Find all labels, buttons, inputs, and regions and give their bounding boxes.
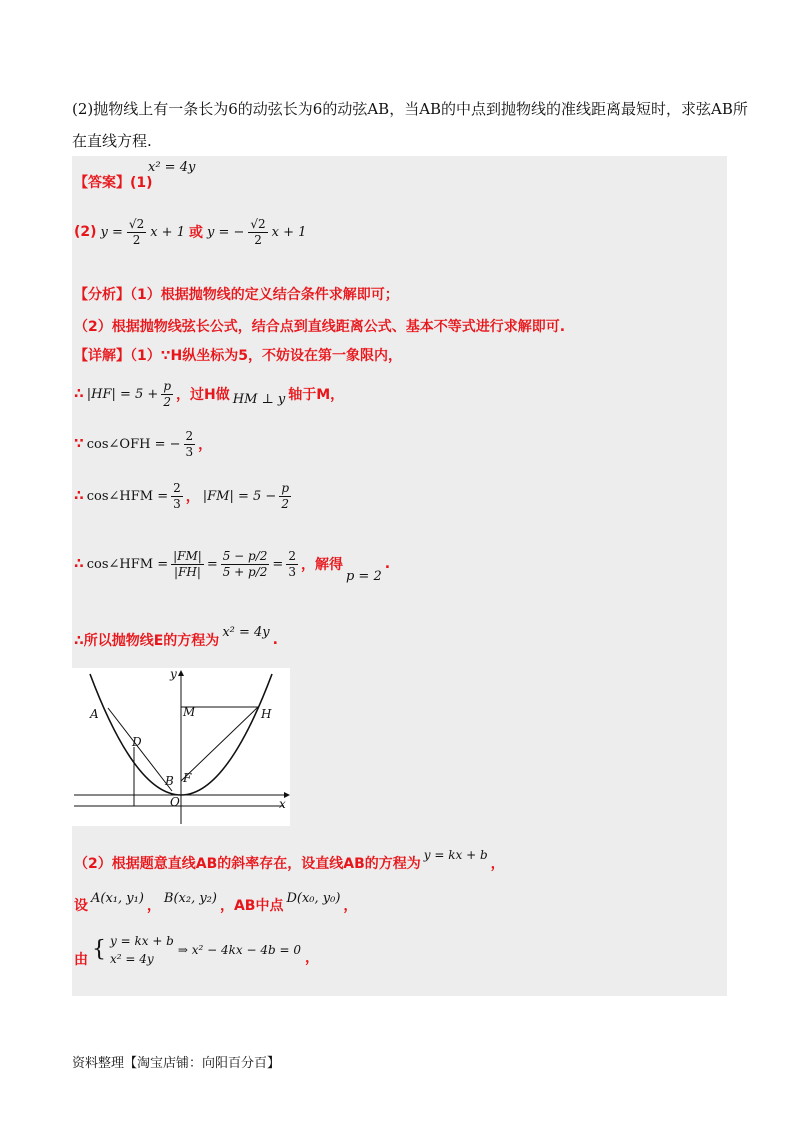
label-m: M: [183, 705, 196, 719]
eq-sign-1: =: [206, 556, 218, 572]
detail-line-5: [74, 536, 390, 592]
detail-line-6: [74, 620, 278, 650]
chord-ab: [108, 708, 172, 791]
line-eq: y = kx + b: [423, 848, 488, 862]
or-text: 或: [188, 225, 203, 241]
part2-text: （2）根据题意直线AB的斜率存在，设直线AB的方程为: [74, 856, 421, 872]
two-thirds-3: [286, 549, 298, 580]
eq1-num: √2: [128, 216, 145, 231]
answer-part1: x² = 4y: [148, 160, 196, 175]
part2-line-1: [74, 844, 505, 874]
two-thirds-2: [171, 481, 183, 512]
label-h: H: [261, 707, 272, 721]
fm-expr: |FM| = 5 −: [202, 488, 277, 504]
big-den: 5 + p/2: [222, 564, 268, 579]
tt2-num: 2: [173, 480, 181, 495]
eq1-frac: [127, 217, 146, 248]
p-den: 2: [163, 394, 171, 409]
fh-den: |FH|: [174, 564, 201, 579]
set-text: 设: [74, 898, 88, 914]
question-line-1: (2)抛物线上有一条长为6的动弦长为6的动弦AB，当AB的中点到抛物线的准线距离最短时，求弦AB所: [72, 100, 748, 118]
part2-l2-end: ，: [343, 898, 358, 914]
detail-l5-end: .: [384, 556, 391, 572]
p-num: p: [163, 378, 172, 393]
point-b: B(x₂, y₂): [163, 890, 217, 906]
fm-num: |FM|: [173, 548, 202, 563]
cos-ofh: cos∠OFH = −: [86, 436, 181, 452]
p2-num: p: [281, 480, 289, 495]
y-axis-arrow: [178, 670, 184, 676]
parabola-figure: [72, 668, 290, 826]
therefore-1: ∴: [74, 386, 84, 402]
part2-l1-end: ，: [490, 856, 505, 872]
eq1-right: x + 1: [150, 224, 185, 240]
detail-line-1: 【详解】（1）∵H纵坐标为5，不妨设在第一象限内，: [74, 348, 402, 364]
eq2-right: x + 1: [271, 224, 307, 240]
brace-icon: {: [92, 937, 106, 962]
detail-l3-end: ，: [198, 437, 213, 453]
label-a: A: [90, 707, 99, 721]
detail-l6-end: .: [272, 632, 278, 648]
detail-line-3: [74, 424, 212, 464]
label-o: O: [170, 795, 180, 809]
quadratic-result: ⇒ x² − 4kx − 4b = 0: [177, 943, 301, 957]
detail-l2-text1: ，过H做: [176, 387, 230, 403]
eq2-left: y = −: [206, 224, 245, 240]
p-over-2-b: [279, 481, 291, 512]
eq1-left: y =: [100, 224, 123, 240]
by-text: 由: [74, 952, 88, 968]
cos-hfm: cos∠HFM =: [86, 488, 169, 504]
detail-l2-text2: 轴于M，: [288, 387, 345, 403]
p-result: p = 2: [345, 568, 382, 584]
part2-line-3: [74, 930, 319, 970]
label-y: y: [170, 668, 177, 681]
answer-label-text: 【答案】(1): [74, 175, 153, 191]
system-eq-1: y = kx + b: [110, 934, 174, 948]
analysis-line-1: 【分析】（1）根据抛物线的定义结合条件求解即可；: [74, 287, 399, 303]
p2-den: 2: [281, 496, 289, 511]
hm-perp: HM ⊥ y: [232, 391, 286, 407]
answer-part2: [74, 212, 306, 252]
eq-sign-2: =: [272, 556, 284, 572]
answer-part2-label: (2): [74, 224, 97, 240]
tt1-num: 2: [185, 428, 194, 443]
label-b: B: [165, 774, 174, 788]
tt2-den: 3: [173, 496, 181, 511]
label-f: F: [183, 771, 192, 785]
analysis-line-2: （2）根据抛物线弦长公式，结合点到直线距离公式、基本不等式进行求解即可.: [74, 319, 566, 335]
part2-line-2: [74, 880, 357, 916]
big-frac: [221, 549, 270, 580]
p-over-2: [161, 379, 173, 410]
answer-label: [74, 172, 153, 192]
point-a: A(x₁, y₁): [91, 890, 144, 906]
eq2-num: √2: [250, 216, 266, 231]
equation-system: [110, 932, 174, 968]
cos-hfm-2: cos∠HFM =: [86, 556, 169, 572]
big-num: 5 − p/2: [222, 548, 268, 563]
parabola-text: ∴所以抛物线E的方程为: [74, 633, 220, 649]
two-thirds-1: [184, 429, 196, 460]
label-d: D: [132, 735, 142, 749]
eq2-frac: [248, 217, 267, 248]
point-d: D(x₀, y₀): [286, 890, 341, 906]
hf-expr: |HF| = 5 +: [86, 386, 159, 402]
tt3-den: 3: [288, 564, 296, 579]
tt1-den: 3: [185, 444, 194, 459]
system-eq-2: x² = 4y: [110, 952, 154, 966]
eq1-den: 2: [132, 232, 141, 247]
fm-over-fh: [171, 549, 204, 580]
question-line-2: 在直线方程.: [72, 132, 152, 150]
solve-text: ，解得: [300, 557, 343, 573]
detail-line-2: [74, 374, 344, 414]
eq2-den: 2: [254, 232, 262, 247]
therefore-2: ∴: [74, 488, 84, 504]
midpoint-text: ，AB中点: [219, 898, 284, 914]
sep-1: ，: [146, 898, 161, 914]
parabola-eq: x² = 4y: [222, 624, 270, 640]
footer-text: 资料整理【淘宝店铺：向阳百分百】: [72, 1056, 281, 1071]
parabola-svg: [72, 668, 290, 826]
because-1: ∵: [74, 436, 84, 452]
part2-l3-end: ，: [305, 950, 319, 966]
detail-line-4: [74, 476, 291, 516]
detail-l4-sep: ，: [185, 489, 200, 505]
tt3-num: 2: [288, 548, 296, 563]
label-x: x: [279, 797, 286, 811]
therefore-3: ∴: [74, 556, 84, 572]
